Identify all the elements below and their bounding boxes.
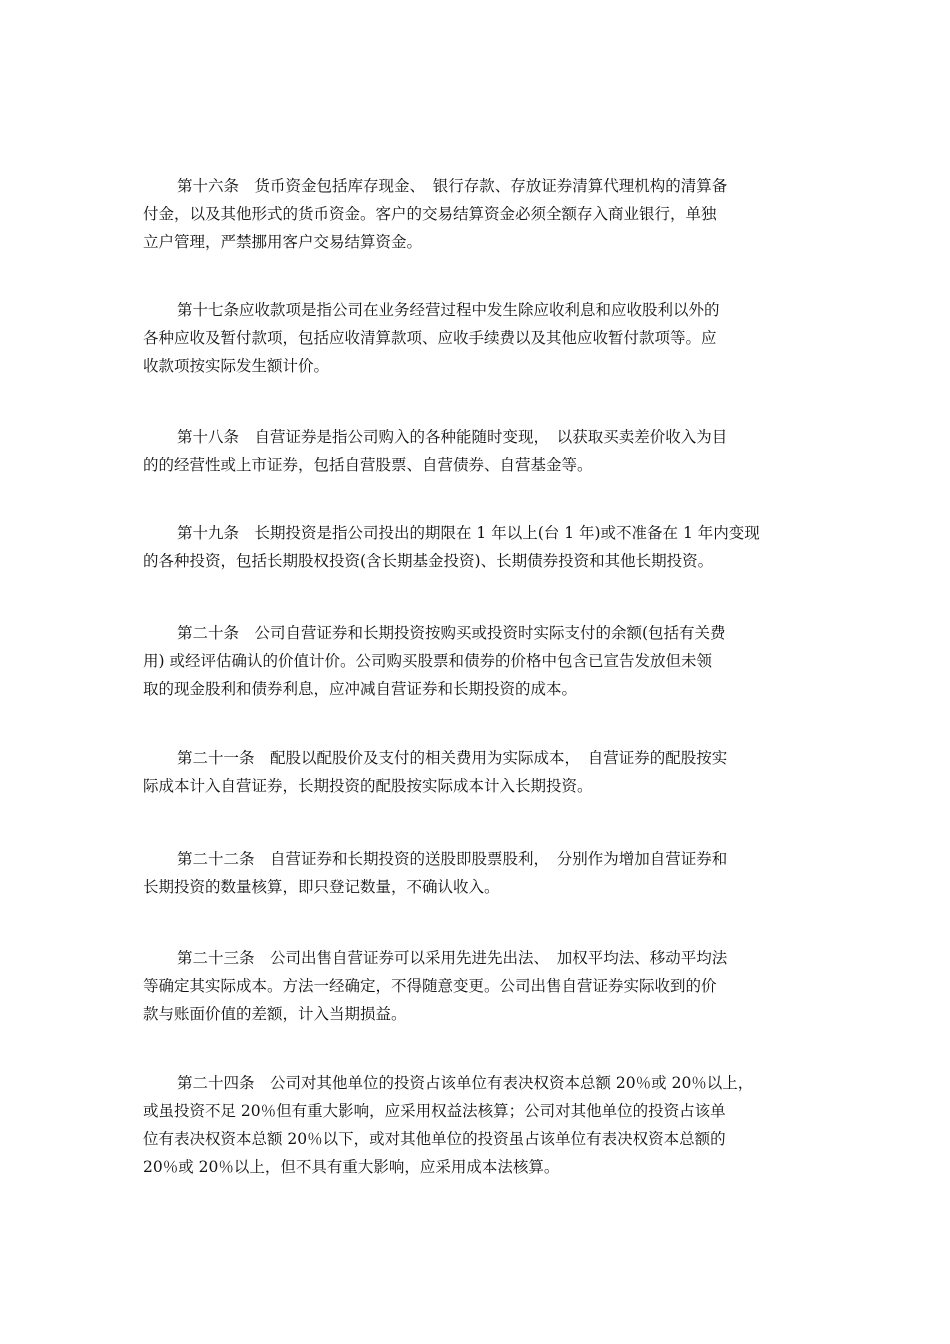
article-line: 或虽投资不足 20％但有重大影响，应采用权益法核算；公司对其他单位的投资占该单	[143, 1102, 726, 1120]
article-line: 用) 或经评估确认的价值计价。公司购买股票和债券的价格中包含已宣告发放但未领	[143, 652, 712, 670]
article-line: 第十六条 货币资金包括库存现金、 银行存款、存放证券清算代理机构的清算备	[177, 177, 728, 195]
article-line: 的各种投资，包括长期股权投资(含长期基金投资)、长期债券投资和其他长期投资。	[143, 552, 714, 570]
article-line: 款与账面价值的差额，计入当期损益。	[143, 1005, 407, 1023]
article-22	[143, 845, 793, 901]
article-line: 第十八条 自营证券是指公司购入的各种能随时变现， 以获取买卖差价收入为目	[177, 428, 728, 446]
article-21	[143, 744, 793, 800]
article-19	[143, 519, 793, 575]
article-line: 第二十一条 配股以配股价及支付的相关费用为实际成本， 自营证券的配股按实	[177, 749, 728, 767]
article-line: 第二十条 公司自营证券和长期投资按购买或投资时实际支付的余额(包括有关费	[177, 624, 726, 642]
article-line: 20％或 20％以上，但不具有重大影响，应采用成本法核算。	[143, 1158, 560, 1176]
article-line: 的的经营性或上市证券，包括自营股票、自营债券、自营基金等。	[143, 456, 593, 474]
article-18	[143, 423, 793, 479]
article-line: 等确定其实际成本。方法一经确定，不得随意变更。公司出售自营证券实际收到的价	[143, 977, 717, 995]
article-line: 收款项按实际发生额计价。	[143, 357, 330, 375]
article-line: 长期投资的数量核算，即只登记数量，不确认收入。	[143, 878, 500, 896]
article-line: 付金，以及其他形式的货币资金。客户的交易结算资金必须全额存入商业银行，单独	[143, 205, 717, 223]
article-24	[143, 1069, 793, 1181]
article-line: 第二十二条 自营证券和长期投资的送股即股票股利， 分别作为增加自营证券和	[177, 850, 728, 868]
article-line: 第二十四条 公司对其他单位的投资占该单位有表决权资本总额 20％或 20％以上，	[177, 1074, 754, 1092]
article-line: 立户管理，严禁挪用客户交易结算资金。	[143, 233, 423, 251]
article-line: 第十九条 长期投资是指公司投出的期限在 1 年以上(台 1 年)或不准备在 1 年内变现	[177, 524, 760, 542]
article-17	[143, 296, 793, 380]
article-line: 际成本计入自营证券，长期投资的配股按实际成本计入长期投资。	[143, 777, 593, 795]
article-20	[143, 619, 793, 703]
article-line: 第十七条应收款项是指公司在业务经营过程中发生除应收利息和应收股利以外的	[177, 301, 720, 319]
article-23	[143, 944, 793, 1028]
article-16	[143, 172, 793, 256]
article-line: 取的现金股利和债券利息，应冲减自营证券和长期投资的成本。	[143, 680, 578, 698]
article-line: 位有表决权资本总额 20％以下，或对其他单位的投资虽占该单位有表决权资本总额的	[143, 1130, 726, 1148]
article-line: 第二十三条 公司出售自营证券可以采用先进先出法、 加权平均法、移动平均法	[177, 949, 728, 967]
article-line: 各种应收及暂付款项，包括应收清算款项、应收手续费以及其他应收暂付款项等。应	[143, 329, 717, 347]
